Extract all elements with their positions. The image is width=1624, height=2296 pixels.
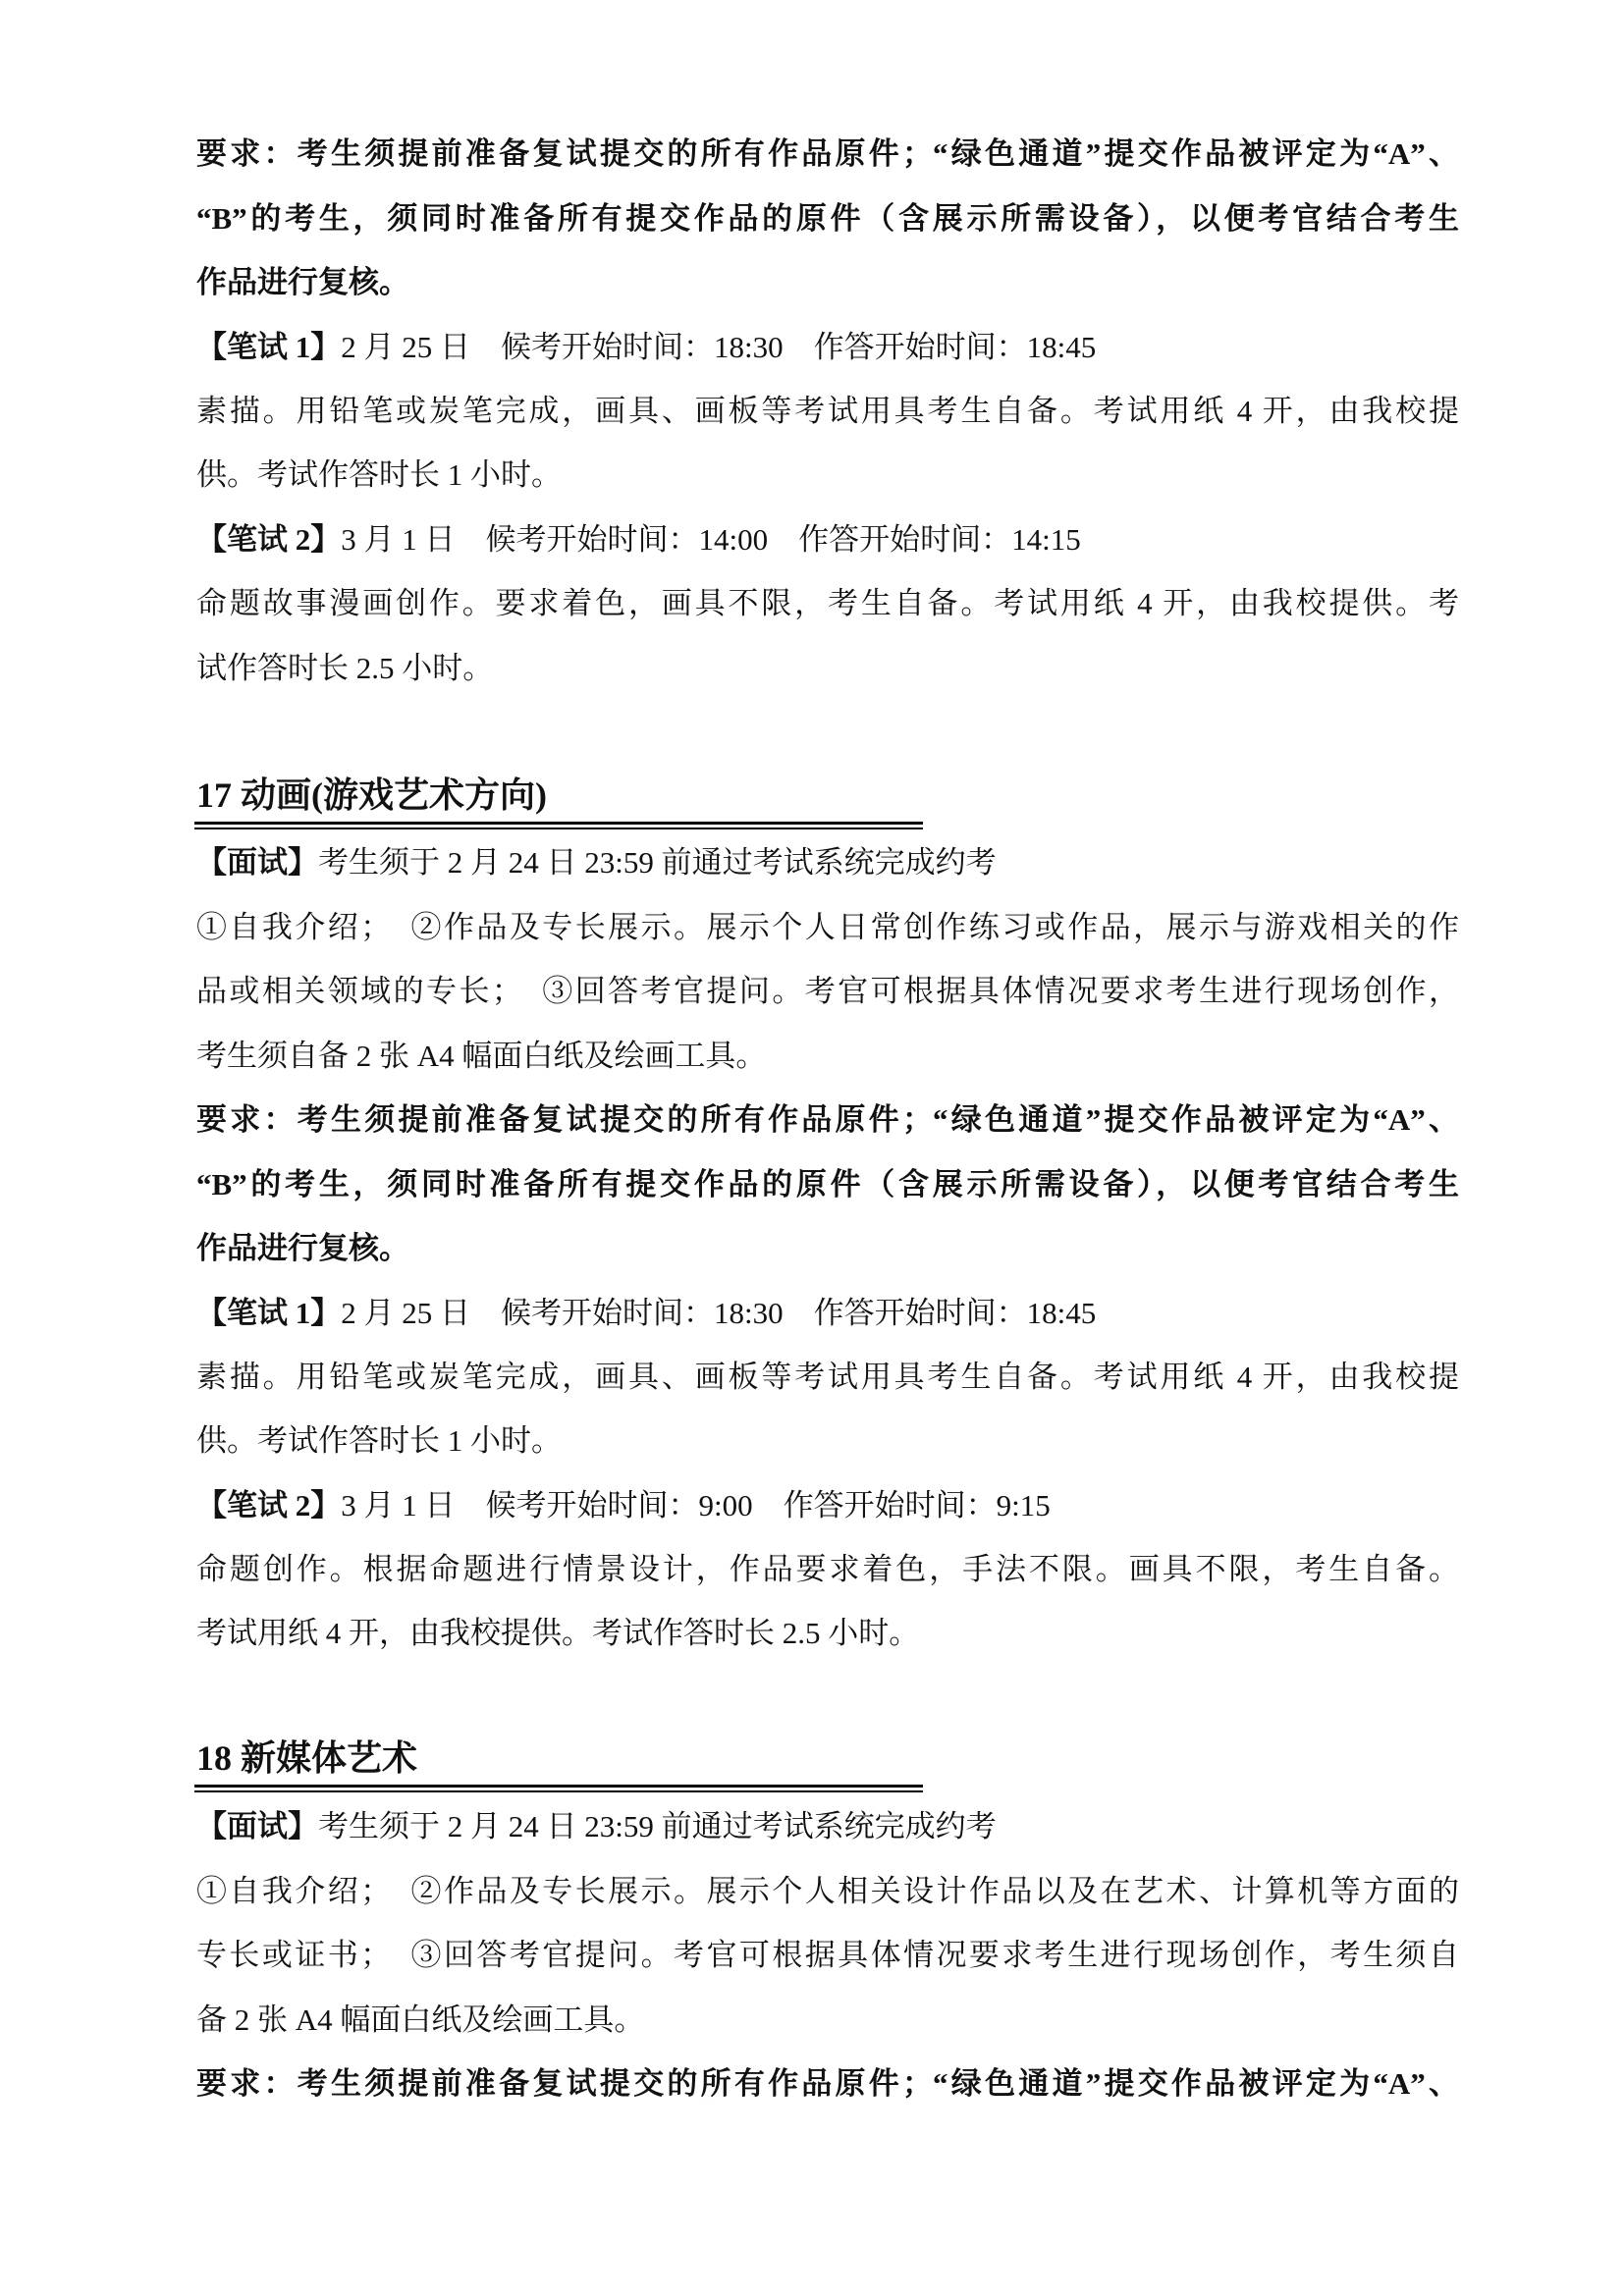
body-text: 素描。用铅笔或炭笔完成，画具、画板等考试用具考生自备。考试用纸 4 开，由我校提 <box>196 1360 1459 1394</box>
text-line <box>196 328 1459 367</box>
text-line <box>196 584 1459 623</box>
text-line <box>196 1358 1459 1397</box>
text-line <box>196 649 1459 688</box>
body-text: 考生须自备 2 张 A4 幅面白纸及绘画工具。 <box>196 1039 767 1073</box>
bold-text: 作品进行复核。 <box>196 1231 409 1265</box>
body-text: ①自我介绍； ②作品及专长展示。展示个人相关设计作品以及在艺术、计算机等方面的 <box>196 1874 1459 1908</box>
text-line <box>196 1936 1459 1975</box>
text-line <box>196 908 1459 947</box>
bold-text: 【面试】 <box>196 845 318 880</box>
body-text: 备 2 张 A4 幅面白纸及绘画工具。 <box>196 2002 645 2037</box>
text-line <box>196 520 1459 560</box>
text-line <box>196 843 1459 882</box>
bold-text: 【笔试 1】 <box>196 1296 342 1330</box>
body-text: 品或相关领域的专长； ③回答考官提问。考官可根据具体情况要求考生进行现场创作， <box>196 974 1459 1008</box>
body-text: 专长或证书； ③回答考官提问。考官可根据具体情况要求考生进行现场创作，考生须自 <box>196 1938 1459 1972</box>
body-text: 命题创作。根据命题进行情景设计，作品要求着色，手法不限。画具不限，考生自备。 <box>196 1552 1459 1586</box>
text-line <box>196 1229 1459 1268</box>
body-text: 考生须于 2 月 24 日 23:59 前通过考试系统完成约考 <box>318 1809 997 1843</box>
text-line <box>196 2001 1459 2040</box>
bold-text: 要求：考生须提前准备复试提交的所有作品原件；“绿色通道”提交作品被评定为“A”、 <box>196 136 1459 171</box>
bold-text: 【笔试 2】 <box>196 522 342 557</box>
heading-double-rule <box>194 822 923 829</box>
text-line <box>196 134 1459 174</box>
text-line <box>196 972 1459 1011</box>
body-text: ①自我介绍； ②作品及专长展示。展示个人日常创作练习或作品，展示与游戏相关的作 <box>196 910 1459 944</box>
body-text: 供。考试作答时长 1 小时。 <box>196 457 562 492</box>
text-line <box>196 1807 1459 1846</box>
text-line <box>196 392 1459 431</box>
text-line <box>196 1550 1459 1589</box>
body-text: 2 月 25 日 候考开始时间：18:30 作答开始时间：18:45 <box>341 330 1097 364</box>
body-text: 考试用纸 4 开，由我校提供。考试作答时长 2.5 小时。 <box>196 1616 920 1650</box>
body-text: 素描。用铅笔或炭笔完成，画具、画板等考试用具考生自备。考试用纸 4 开，由我校提 <box>196 394 1459 428</box>
heading-double-rule <box>194 1785 923 1792</box>
body-text: 考生须于 2 月 24 日 23:59 前通过考试系统完成约考 <box>318 845 997 880</box>
text-line <box>196 455 1459 495</box>
text-line <box>196 1872 1459 1911</box>
body-text: 供。考试作答时长 1 小时。 <box>196 1423 562 1458</box>
text-line <box>196 1165 1459 1204</box>
text-line <box>196 1486 1459 1525</box>
bold-text: “B”的考生，须同时准备所有提交作品的原件（含展示所需设备），以便考官结合考生 <box>196 1167 1459 1201</box>
bold-text: 要求：考生须提前准备复试提交的所有作品原件；“绿色通道”提交作品被评定为“A”、 <box>196 2066 1459 2101</box>
body-text: 3 月 1 日 候考开始时间：9:00 作答开始时间：9:15 <box>341 1488 1051 1522</box>
body-text: 命题故事漫画创作。要求着色，画具不限，考生自备。考试用纸 4 开，由我校提供。考 <box>196 586 1459 620</box>
bold-text: 要求：考生须提前准备复试提交的所有作品原件；“绿色通道”提交作品被评定为“A”、 <box>196 1102 1459 1137</box>
text-line <box>196 2064 1459 2104</box>
text-line <box>196 1421 1459 1461</box>
text-line <box>196 1294 1459 1333</box>
text-line <box>196 1614 1459 1653</box>
body-text: 试作答时长 2.5 小时。 <box>196 651 494 685</box>
bold-text: “B”的考生，须同时准备所有提交作品的原件（含展示所需设备），以便考官结合考生 <box>196 201 1459 236</box>
body-text: 3 月 1 日 候考开始时间：14:00 作答开始时间：14:15 <box>341 522 1081 557</box>
text-line <box>196 1037 1459 1076</box>
bold-text: 作品进行复核。 <box>196 265 409 299</box>
bold-text: 【笔试 1】 <box>196 330 342 364</box>
section-heading: 18 新媒体艺术 <box>196 1738 418 1778</box>
text-line <box>196 263 1459 302</box>
body-text: 2 月 25 日 候考开始时间：18:30 作答开始时间：18:45 <box>341 1296 1097 1330</box>
text-line <box>196 199 1459 239</box>
text-line <box>196 1100 1459 1140</box>
bold-text: 【笔试 2】 <box>196 1488 342 1522</box>
bold-text: 【面试】 <box>196 1809 318 1843</box>
section-heading: 17 动画(游戏艺术方向) <box>196 775 547 815</box>
